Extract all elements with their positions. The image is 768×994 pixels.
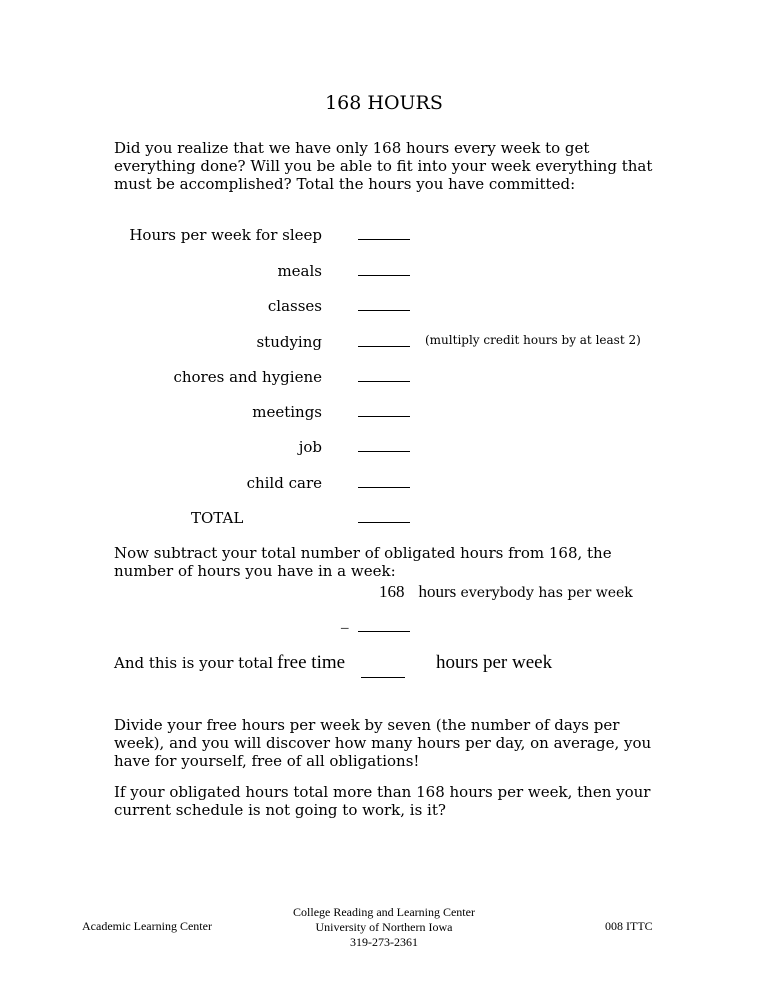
row-label-chores: chores and hygiene <box>173 368 322 386</box>
blank-line-meals[interactable] <box>358 274 410 276</box>
row-label-meetings: meetings <box>252 403 322 421</box>
row-label-meals: meals <box>277 262 322 280</box>
row-label-classes: classes <box>267 297 322 315</box>
studying-note: (multiply credit hours by at least 2) <box>425 333 641 347</box>
blank-line-sleep[interactable] <box>358 238 410 240</box>
row-label-job: job <box>298 438 322 456</box>
blank-line-classes[interactable] <box>358 309 410 311</box>
free-time-label: free time <box>277 652 346 673</box>
intro-paragraph: Did you realize that we have only 168 hours every week to get everything done? Will you be able to fit into your week everything that must be accomplished? Total the hours you have committed: <box>114 139 653 193</box>
row-label-studying: studying <box>256 333 322 351</box>
blank-line-meetings[interactable] <box>358 415 410 417</box>
hours-168-line <box>379 582 633 602</box>
blank-line-subtract[interactable] <box>358 630 410 632</box>
row-label-sleep: Hours per week for sleep <box>129 226 322 244</box>
blank-line-free-time[interactable] <box>361 677 405 678</box>
page-title: 168 HOURS <box>325 92 443 114</box>
footer-center-line2: University of Northern Iowa <box>315 920 453 934</box>
blank-line-job[interactable] <box>358 450 410 452</box>
free-time-line <box>114 652 345 674</box>
free-time-suffix: hours per week <box>436 652 553 673</box>
blank-line-total[interactable] <box>358 521 410 523</box>
divide-paragraph: Divide your free hours per week by seven (the number of days per week), and you will discover how many hours per day, on average, you have for yourself, free of all obligations! <box>114 716 652 770</box>
hours-168-suffix: everybody has per week <box>460 585 633 601</box>
warning-paragraph: If your obligated hours total more than 168 hours per week, then your current schedule is not going to work, is it? <box>114 783 651 819</box>
minus-sign: – <box>341 620 349 636</box>
footer-right: 008 ITTC <box>605 919 653 933</box>
blank-line-child-care[interactable] <box>358 486 410 488</box>
blank-line-studying[interactable] <box>358 345 410 347</box>
free-time-lead: And this is your total <box>114 654 274 672</box>
footer-center-line3: 319-273-2361 <box>350 935 418 949</box>
hours-168-number: 168 <box>379 582 405 601</box>
row-label-child-care: child care <box>246 474 322 492</box>
total-label: TOTAL <box>191 509 244 527</box>
subtract-paragraph: Now subtract your total number of obligated hours from 168, the number of hours you have in a week: <box>114 544 612 580</box>
blank-line-chores[interactable] <box>358 380 410 382</box>
hours-168-word: hours <box>418 582 457 601</box>
footer-center-line1: College Reading and Learning Center <box>293 905 475 919</box>
footer-left: Academic Learning Center <box>82 919 212 933</box>
footer-center <box>0 905 768 950</box>
